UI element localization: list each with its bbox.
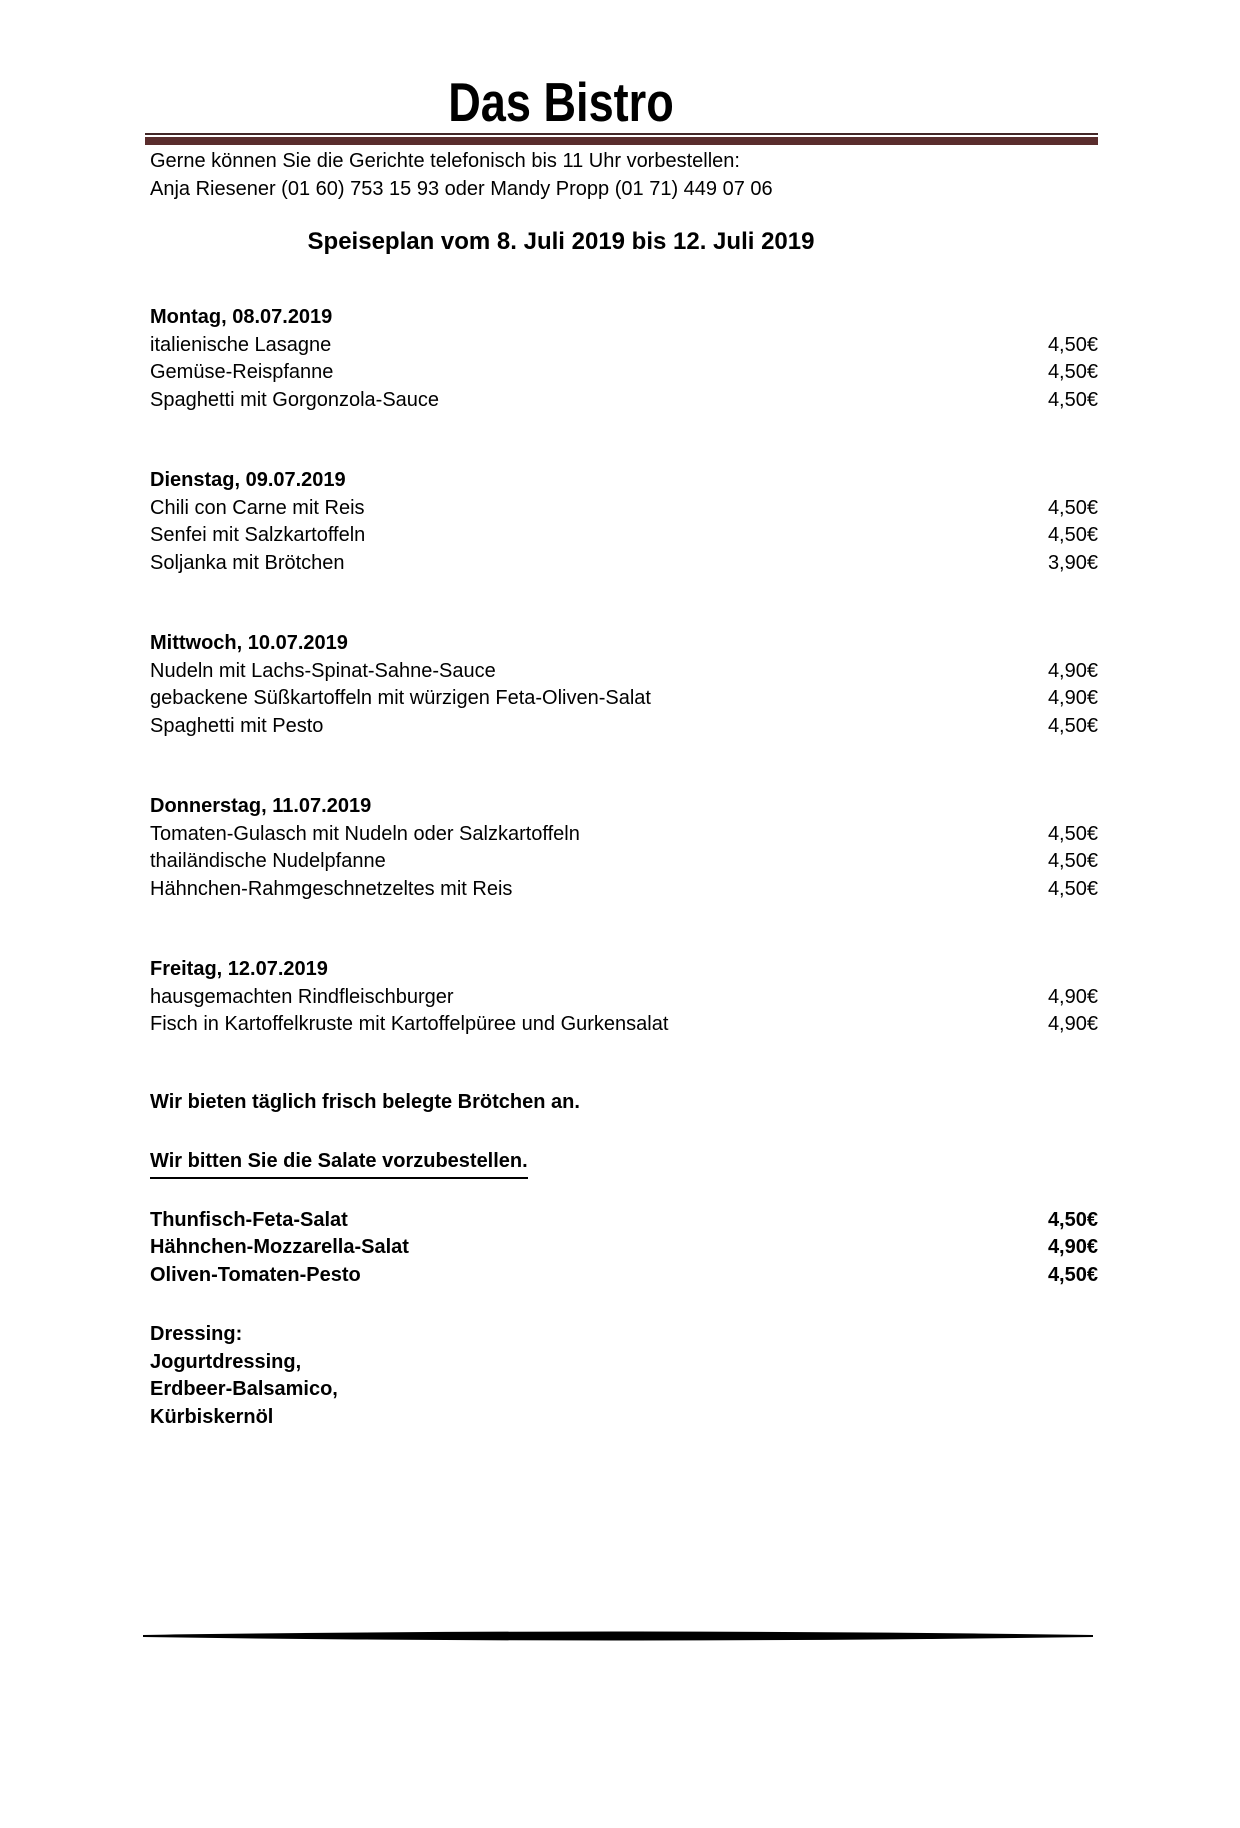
dressing-option: Erdbeer-Balsamico, — [150, 1378, 338, 1400]
day-label: Montag, 08.07.2019 — [150, 306, 333, 328]
day-label: Freitag, 12.07.2019 — [150, 958, 328, 980]
menu-item-name: thailändische Nudelpfanne — [150, 850, 386, 872]
menu-item-row — [150, 876, 1098, 904]
menu-item-name: Fisch in Kartoffelkruste mit Kartoffelpüree und Gurkensalat — [150, 1013, 669, 1035]
menu-item-name: Spaghetti mit Pesto — [150, 714, 324, 737]
menu-item-row — [150, 550, 1098, 578]
menu-item-row — [150, 387, 1098, 415]
menu-item-name: Tomaten-Gulasch mit Nudeln oder Salzkartoffeln — [150, 822, 580, 845]
day-section-thursday — [150, 793, 1098, 903]
menu-item-name: Nudeln mit Lachs-Spinat-Sahne-Sauce — [150, 659, 496, 682]
menu-item-name: gebackene Süßkartoffeln mit würzigen Feta-Oliven-Salat — [150, 687, 651, 709]
day-label: Donnerstag, 11.07.2019 — [150, 795, 372, 817]
menu-item-name: Soljanka mit Brötchen — [150, 551, 345, 574]
dressing-option: Jogurtdressing, — [150, 1350, 302, 1373]
menu-item-price: 4,50€ — [1047, 877, 1098, 900]
day-label: Mittwoch, 10.07.2019 — [150, 632, 348, 654]
title-divider — [145, 133, 1098, 145]
menu-page — [0, 71, 1240, 1828]
contact-phone-numbers: Anja Riesener (01 60) 753 15 93 oder Mandy Propp (01 71) 449 07 06 — [150, 177, 773, 200]
menu-week-subtitle: Speiseplan vom 8. Juli 2019 bis 12. Juli 2019 — [307, 228, 815, 255]
menu-item-row — [150, 522, 1098, 550]
menu-item-name: Spaghetti mit Gorgonzola-Sauce — [150, 388, 440, 411]
salad-preorder-note-text: Wir bitten Sie die Salate vorzubestellen. — [150, 1148, 528, 1179]
menu-item-row — [150, 713, 1098, 741]
salad-price: 4,50€ — [1047, 1263, 1098, 1286]
contact-preorder-note: Gerne können Sie die Gerichte telefonisch bis 11 Uhr vorbestellen: — [150, 150, 740, 172]
menu-item-row — [150, 1011, 1098, 1039]
menu-item-name: italienische Lasagne — [150, 333, 332, 356]
day-label: Dienstag, 09.07.2019 — [150, 469, 346, 491]
menu-item-price: 4,50€ — [1047, 333, 1098, 356]
menu-item-price: 4,90€ — [1047, 687, 1098, 709]
day-section-monday — [150, 304, 1098, 414]
dressing-section — [150, 1321, 1098, 1431]
menu-item-price: 4,90€ — [1047, 659, 1098, 682]
menu-item-price: 4,50€ — [1047, 361, 1098, 383]
menu-item-row — [150, 821, 1098, 849]
salad-name: Thunfisch-Feta-Salat — [150, 1208, 348, 1231]
menu-item-row — [150, 848, 1098, 876]
salad-row — [150, 1234, 1098, 1262]
salad-row — [150, 1207, 1098, 1235]
salad-preorder-note — [150, 1148, 1098, 1179]
menu-item-name: hausgemachten Rindfleischburger — [150, 985, 454, 1008]
menu-item-row — [150, 495, 1098, 523]
salad-name: Hähnchen-Mozzarella-Salat — [150, 1236, 409, 1258]
day-section-tuesday — [150, 467, 1098, 577]
salad-row — [150, 1262, 1098, 1290]
menu-item-price: 3,90€ — [1047, 551, 1098, 574]
bottom-divider — [143, 1630, 1093, 1642]
salad-name: Oliven-Tomaten-Pesto — [150, 1263, 361, 1286]
menu-item-price: 4,50€ — [1047, 850, 1098, 872]
title-divider-thick-line — [145, 137, 1098, 145]
menu-item-row — [150, 359, 1098, 387]
menu-item-row — [150, 984, 1098, 1012]
dressing-label: Dressing: — [150, 1323, 243, 1345]
menu-item-name: Gemüse-Reispfanne — [150, 361, 334, 383]
menu-item-price: 4,50€ — [1047, 524, 1098, 546]
menu-item-name: Chili con Carne mit Reis — [150, 496, 365, 519]
salad-price: 4,50€ — [1047, 1208, 1098, 1231]
dressing-option: Kürbiskernöl — [150, 1405, 274, 1428]
menu-item-price: 4,50€ — [1047, 496, 1098, 519]
contact-info — [150, 148, 1098, 203]
menu-item-name: Senfei mit Salzkartoffeln — [150, 524, 366, 546]
daily-rolls-note: Wir bieten täglich frisch belegte Brötchen an. — [150, 1090, 580, 1113]
menu-item-price: 4,50€ — [1047, 822, 1098, 845]
day-section-wednesday — [150, 630, 1098, 740]
day-section-friday — [150, 956, 1098, 1039]
menu-item-price: 4,90€ — [1047, 1013, 1098, 1035]
page-title: Das Bistro — [448, 71, 674, 133]
menu-item-row — [150, 685, 1098, 713]
weekly-menu — [150, 304, 1098, 1039]
menu-item-price: 4,90€ — [1047, 985, 1098, 1008]
menu-item-row — [150, 658, 1098, 686]
salad-price: 4,90€ — [1047, 1236, 1098, 1258]
menu-item-name: Hähnchen-Rahmgeschnetzeltes mit Reis — [150, 877, 513, 900]
menu-item-price: 4,50€ — [1047, 388, 1098, 411]
menu-item-row — [150, 332, 1098, 360]
menu-item-price: 4,50€ — [1047, 714, 1098, 737]
salad-list — [150, 1207, 1098, 1290]
